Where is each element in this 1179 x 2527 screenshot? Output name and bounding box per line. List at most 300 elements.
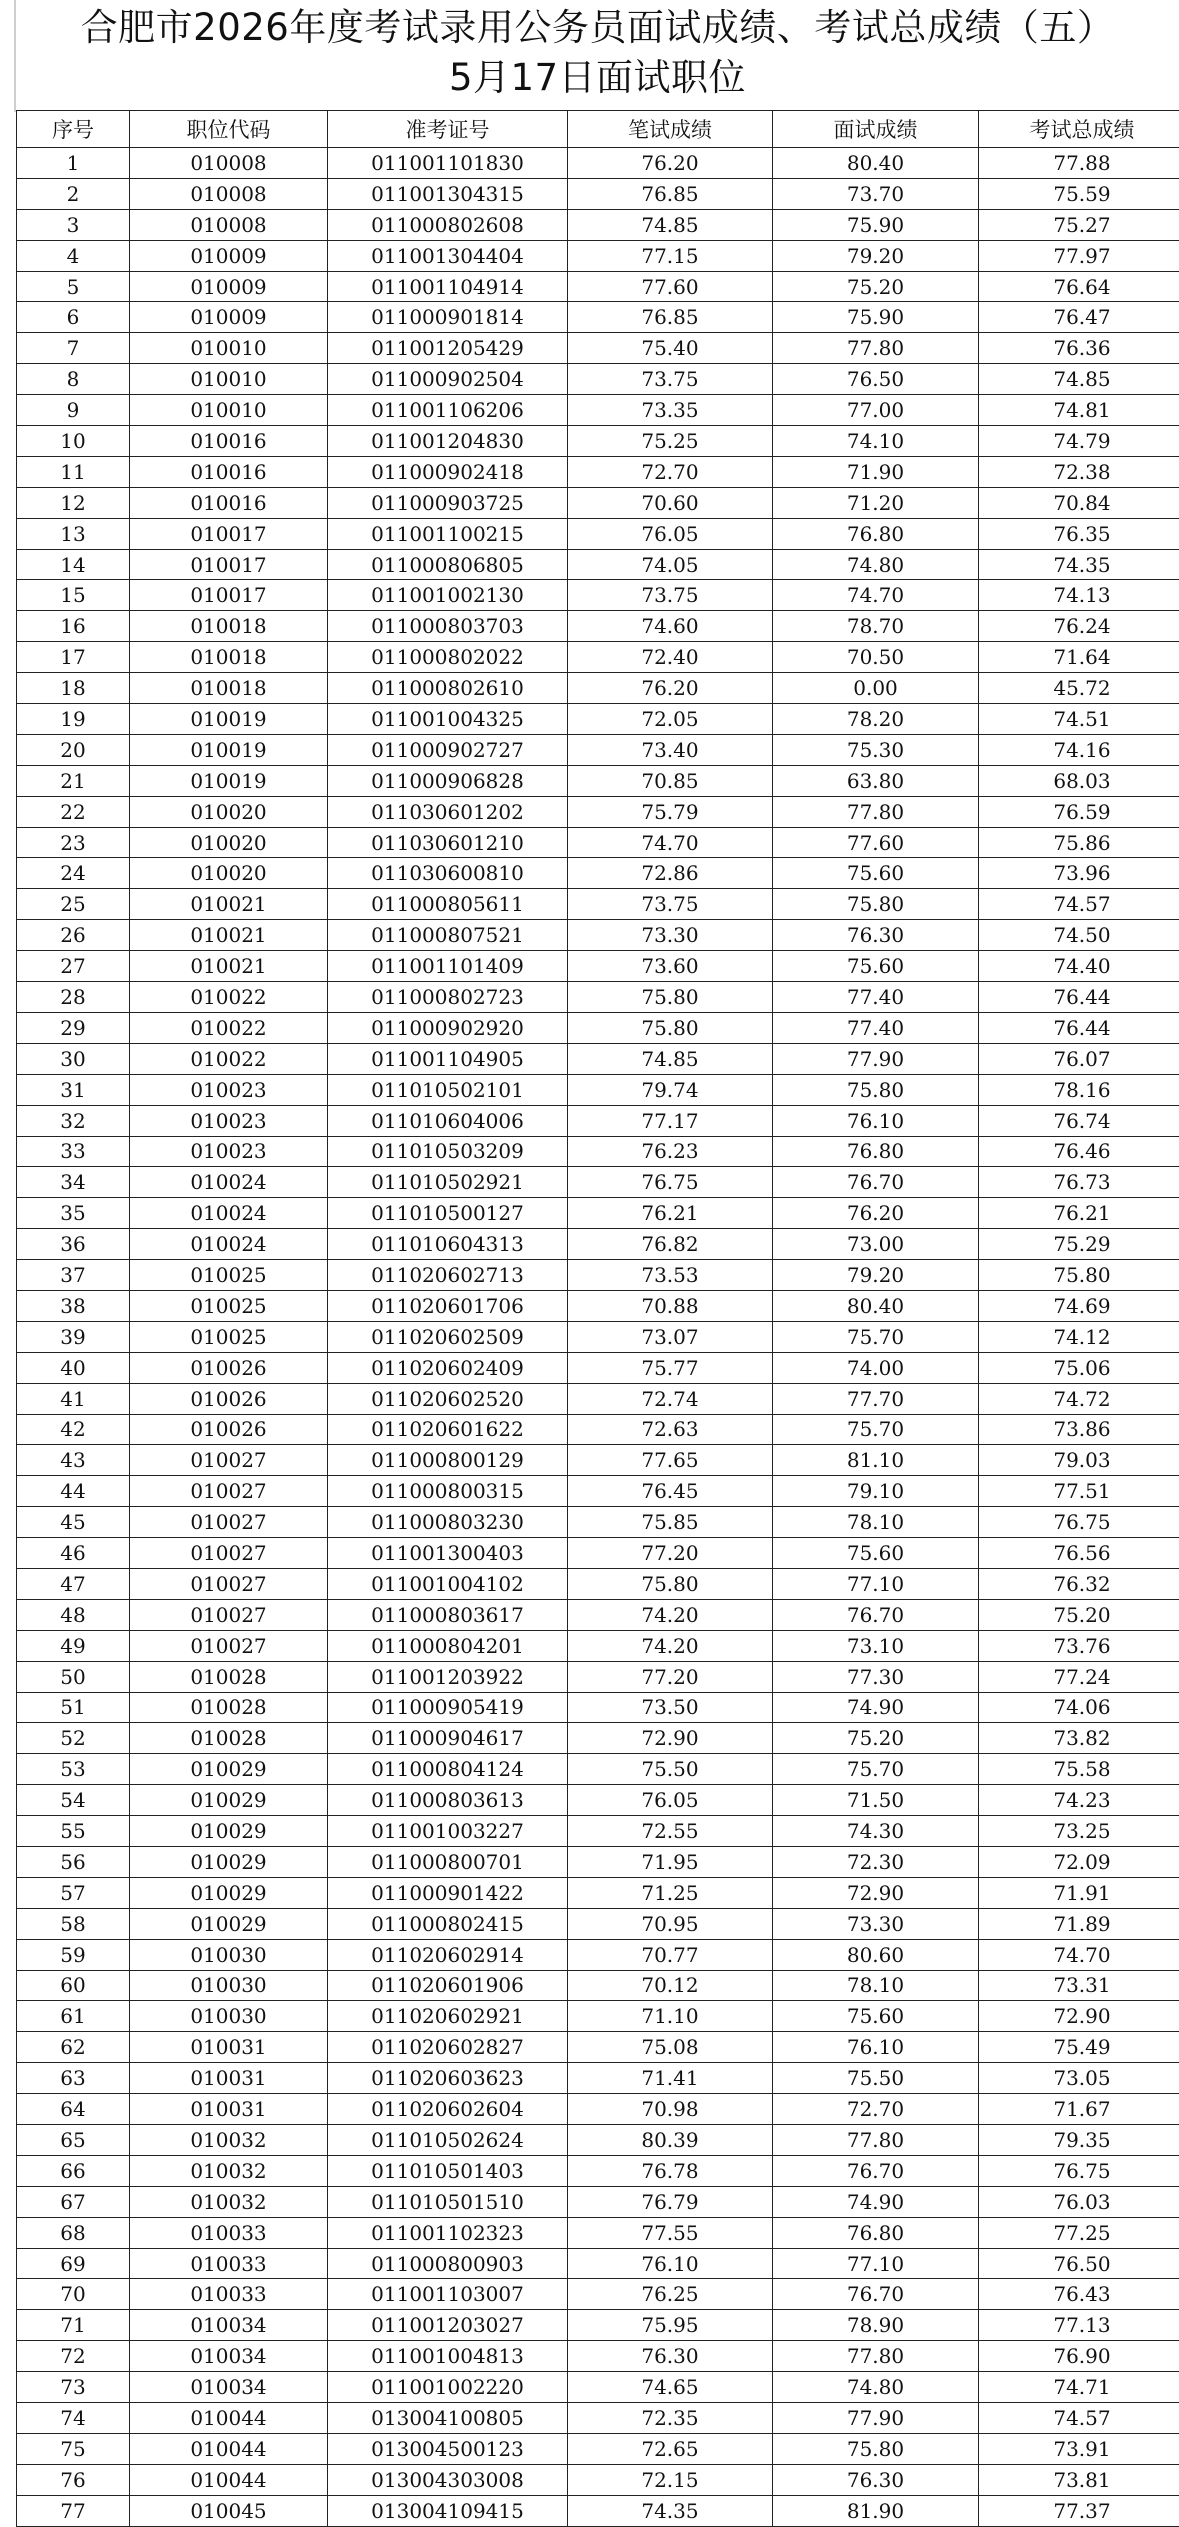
position-code-cell: 010029 <box>130 1908 328 1939</box>
table-row <box>17 982 1179 1013</box>
position-code-cell: 010018 <box>130 611 328 642</box>
serial-number-cell: 15 <box>17 580 130 611</box>
serial-number-cell: 56 <box>17 1846 130 1877</box>
table-row <box>17 1692 1179 1723</box>
table-row <box>17 178 1179 209</box>
total-score-cell: 76.07 <box>979 1043 1179 1074</box>
written-score-cell: 77.60 <box>568 271 773 302</box>
admission-ticket-cell: 011000804124 <box>328 1754 568 1785</box>
written-score-cell: 75.40 <box>568 333 773 364</box>
admission-ticket-cell: 011000805611 <box>328 889 568 920</box>
position-code-cell: 010030 <box>130 1970 328 2001</box>
interview-score-cell: 78.20 <box>773 704 979 735</box>
admission-ticket-cell: 011001003227 <box>328 1816 568 1847</box>
total-score-cell: 76.44 <box>979 982 1179 1013</box>
position-code-cell: 010028 <box>130 1661 328 1692</box>
table-row <box>17 1321 1179 1352</box>
serial-number-cell: 42 <box>17 1414 130 1445</box>
total-score-cell: 68.03 <box>979 765 1179 796</box>
total-score-cell: 77.88 <box>979 148 1179 179</box>
interview-score-cell: 76.50 <box>773 364 979 395</box>
serial-number-cell: 17 <box>17 642 130 673</box>
interview-score-cell: 76.80 <box>773 2217 979 2248</box>
admission-ticket-cell: 013004109415 <box>328 2495 568 2526</box>
position-code-cell: 010016 <box>130 487 328 518</box>
written-score-cell: 73.40 <box>568 734 773 765</box>
serial-number-cell: 49 <box>17 1630 130 1661</box>
total-score-cell: 74.71 <box>979 2372 1179 2403</box>
table-row <box>17 271 1179 302</box>
position-code-cell: 010022 <box>130 982 328 1013</box>
position-code-cell: 010023 <box>130 1074 328 1105</box>
written-score-cell: 75.77 <box>568 1352 773 1383</box>
total-score-cell: 76.47 <box>979 302 1179 333</box>
table-row <box>17 1260 1179 1291</box>
written-score-cell: 75.79 <box>568 796 773 827</box>
serial-number-cell: 67 <box>17 2186 130 2217</box>
table-row <box>17 2155 1179 2186</box>
written-score-cell: 76.20 <box>568 148 773 179</box>
admission-ticket-cell: 011000905419 <box>328 1692 568 1723</box>
serial-number-cell: 2 <box>17 178 130 209</box>
written-score-cell: 70.85 <box>568 765 773 796</box>
serial-number-cell: 26 <box>17 920 130 951</box>
interview-score-cell: 73.30 <box>773 1908 979 1939</box>
written-score-cell: 76.85 <box>568 302 773 333</box>
interview-score-cell: 73.70 <box>773 178 979 209</box>
table-row <box>17 2403 1179 2434</box>
position-code-cell: 010019 <box>130 704 328 735</box>
interview-score-cell: 77.80 <box>773 2125 979 2156</box>
written-score-cell: 74.20 <box>568 1630 773 1661</box>
table-row <box>17 1043 1179 1074</box>
serial-number-cell: 30 <box>17 1043 130 1074</box>
interview-score-cell: 75.90 <box>773 209 979 240</box>
serial-number-cell: 41 <box>17 1383 130 1414</box>
position-code-cell: 010021 <box>130 920 328 951</box>
table-row <box>17 796 1179 827</box>
written-score-cell: 71.95 <box>568 1846 773 1877</box>
admission-ticket-cell: 011010501510 <box>328 2186 568 2217</box>
admission-ticket-cell: 011000803230 <box>328 1507 568 1538</box>
position-code-cell: 010021 <box>130 951 328 982</box>
admission-ticket-cell: 013004500123 <box>328 2433 568 2464</box>
position-code-cell: 010029 <box>130 1785 328 1816</box>
written-score-cell: 72.86 <box>568 858 773 889</box>
table-row <box>17 1785 1179 1816</box>
admission-ticket-cell: 011020602604 <box>328 2094 568 2125</box>
position-code-cell: 010008 <box>130 209 328 240</box>
serial-number-cell: 50 <box>17 1661 130 1692</box>
serial-number-cell: 44 <box>17 1476 130 1507</box>
total-score-cell: 74.72 <box>979 1383 1179 1414</box>
interview-score-cell: 76.20 <box>773 1198 979 1229</box>
serial-number-cell: 20 <box>17 734 130 765</box>
interview-score-cell: 74.90 <box>773 2186 979 2217</box>
table-row <box>17 2001 1179 2032</box>
interview-score-cell: 75.70 <box>773 1321 979 1352</box>
admission-ticket-cell: 011000904617 <box>328 1723 568 1754</box>
written-score-cell: 73.75 <box>568 580 773 611</box>
admission-ticket-cell: 011010502921 <box>328 1167 568 1198</box>
serial-number-cell: 52 <box>17 1723 130 1754</box>
serial-number-cell: 64 <box>17 2094 130 2125</box>
written-score-cell: 76.21 <box>568 1198 773 1229</box>
serial-number-cell: 33 <box>17 1136 130 1167</box>
header-admission-ticket: 准考证号 <box>328 111 568 148</box>
written-score-cell: 76.20 <box>568 673 773 704</box>
written-score-cell: 72.70 <box>568 456 773 487</box>
total-score-cell: 76.90 <box>979 2341 1179 2372</box>
total-score-cell: 75.49 <box>979 2032 1179 2063</box>
table-row <box>17 1599 1179 1630</box>
header-serial-number: 序号 <box>17 111 130 148</box>
position-code-cell: 010017 <box>130 518 328 549</box>
table-row <box>17 549 1179 580</box>
admission-ticket-cell: 011000800903 <box>328 2248 568 2279</box>
position-code-cell: 010022 <box>130 1043 328 1074</box>
table-row <box>17 858 1179 889</box>
written-score-cell: 75.25 <box>568 426 773 457</box>
total-score-cell: 75.27 <box>979 209 1179 240</box>
total-score-cell: 76.44 <box>979 1012 1179 1043</box>
interview-score-cell: 77.80 <box>773 796 979 827</box>
total-score-cell: 73.86 <box>979 1414 1179 1445</box>
serial-number-cell: 60 <box>17 1970 130 2001</box>
serial-number-cell: 22 <box>17 796 130 827</box>
interview-score-cell: 80.40 <box>773 148 979 179</box>
total-score-cell: 75.58 <box>979 1754 1179 1785</box>
total-score-cell: 70.84 <box>979 487 1179 518</box>
written-score-cell: 75.95 <box>568 2310 773 2341</box>
interview-score-cell: 73.00 <box>773 1229 979 1260</box>
interview-score-cell: 78.90 <box>773 2310 979 2341</box>
interview-score-cell: 74.80 <box>773 549 979 580</box>
admission-ticket-cell: 011010500127 <box>328 1198 568 1229</box>
total-score-cell: 73.25 <box>979 1816 1179 1847</box>
admission-ticket-cell: 011001004325 <box>328 704 568 735</box>
written-score-cell: 75.85 <box>568 1507 773 1538</box>
interview-score-cell: 75.20 <box>773 1723 979 1754</box>
written-score-cell: 77.20 <box>568 1661 773 1692</box>
position-code-cell: 010023 <box>130 1105 328 1136</box>
total-score-cell: 76.24 <box>979 611 1179 642</box>
position-code-cell: 010027 <box>130 1568 328 1599</box>
table-body <box>17 148 1179 2527</box>
table-row <box>17 1290 1179 1321</box>
written-score-cell: 76.78 <box>568 2155 773 2186</box>
written-score-cell: 70.88 <box>568 1290 773 1321</box>
interview-score-cell: 77.90 <box>773 1043 979 1074</box>
total-score-cell: 71.67 <box>979 2094 1179 2125</box>
total-score-cell: 76.50 <box>979 2248 1179 2279</box>
serial-number-cell: 46 <box>17 1538 130 1569</box>
written-score-cell: 77.15 <box>568 240 773 271</box>
total-score-cell: 77.51 <box>979 1476 1179 1507</box>
table-row <box>17 1970 1179 2001</box>
admission-ticket-cell: 011000800701 <box>328 1846 568 1877</box>
written-score-cell: 70.95 <box>568 1908 773 1939</box>
written-score-cell: 74.65 <box>568 2372 773 2403</box>
written-score-cell: 75.80 <box>568 1568 773 1599</box>
interview-score-cell: 76.30 <box>773 920 979 951</box>
serial-number-cell: 1 <box>17 148 130 179</box>
position-code-cell: 010020 <box>130 796 328 827</box>
written-score-cell: 72.55 <box>568 1816 773 1847</box>
position-code-cell: 010023 <box>130 1136 328 1167</box>
position-code-cell: 010028 <box>130 1692 328 1723</box>
written-score-cell: 74.85 <box>568 209 773 240</box>
total-score-cell: 76.64 <box>979 271 1179 302</box>
serial-number-cell: 10 <box>17 426 130 457</box>
serial-number-cell: 23 <box>17 827 130 858</box>
table-row <box>17 2433 1179 2464</box>
position-code-cell: 010027 <box>130 1507 328 1538</box>
interview-score-cell: 75.60 <box>773 951 979 982</box>
serial-number-cell: 4 <box>17 240 130 271</box>
admission-ticket-cell: 011001100215 <box>328 518 568 549</box>
total-score-cell: 76.56 <box>979 1538 1179 1569</box>
table-row <box>17 1816 1179 1847</box>
position-code-cell: 010031 <box>130 2063 328 2094</box>
serial-number-cell: 73 <box>17 2372 130 2403</box>
total-score-cell: 74.23 <box>979 1785 1179 1816</box>
admission-ticket-cell: 011000802022 <box>328 642 568 673</box>
position-code-cell: 010032 <box>130 2125 328 2156</box>
written-score-cell: 72.90 <box>568 1723 773 1754</box>
admission-ticket-cell: 011020602713 <box>328 1260 568 1291</box>
position-code-cell: 010020 <box>130 827 328 858</box>
position-code-cell: 010030 <box>130 2001 328 2032</box>
admission-ticket-cell: 011000903725 <box>328 487 568 518</box>
written-score-cell: 75.08 <box>568 2032 773 2063</box>
admission-ticket-cell: 011001106206 <box>328 395 568 426</box>
written-score-cell: 72.05 <box>568 704 773 735</box>
position-code-cell: 010029 <box>130 1754 328 1785</box>
position-code-cell: 010024 <box>130 1229 328 1260</box>
written-score-cell: 75.80 <box>568 982 773 1013</box>
written-score-cell: 76.82 <box>568 1229 773 1260</box>
position-code-cell: 010033 <box>130 2248 328 2279</box>
written-score-cell: 76.30 <box>568 2341 773 2372</box>
admission-ticket-cell: 011001203922 <box>328 1661 568 1692</box>
interview-score-cell: 76.70 <box>773 1599 979 1630</box>
position-code-cell: 010029 <box>130 1877 328 1908</box>
serial-number-cell: 77 <box>17 2495 130 2526</box>
serial-number-cell: 43 <box>17 1445 130 1476</box>
written-score-cell: 70.77 <box>568 1939 773 1970</box>
interview-score-cell: 80.40 <box>773 1290 979 1321</box>
written-score-cell: 73.75 <box>568 889 773 920</box>
interview-score-cell: 79.10 <box>773 1476 979 1507</box>
serial-number-cell: 39 <box>17 1321 130 1352</box>
position-code-cell: 010027 <box>130 1630 328 1661</box>
position-code-cell: 010033 <box>130 2279 328 2310</box>
total-score-cell: 74.13 <box>979 580 1179 611</box>
serial-number-cell: 55 <box>17 1816 130 1847</box>
total-score-cell: 76.36 <box>979 333 1179 364</box>
position-code-cell: 010028 <box>130 1723 328 1754</box>
table-row <box>17 2372 1179 2403</box>
position-code-cell: 010008 <box>130 148 328 179</box>
total-score-cell: 74.50 <box>979 920 1179 951</box>
total-score-cell: 74.51 <box>979 704 1179 735</box>
serial-number-cell: 16 <box>17 611 130 642</box>
table-row <box>17 1476 1179 1507</box>
table-row <box>17 673 1179 704</box>
admission-ticket-cell: 011001203027 <box>328 2310 568 2341</box>
written-score-cell: 76.05 <box>568 518 773 549</box>
total-score-cell: 76.43 <box>979 2279 1179 2310</box>
position-code-cell: 010027 <box>130 1538 328 1569</box>
admission-ticket-cell: 011001004813 <box>328 2341 568 2372</box>
position-code-cell: 010009 <box>130 240 328 271</box>
serial-number-cell: 57 <box>17 1877 130 1908</box>
total-score-cell: 76.75 <box>979 2155 1179 2186</box>
serial-number-cell: 71 <box>17 2310 130 2341</box>
total-score-cell: 79.03 <box>979 1445 1179 1476</box>
admission-ticket-cell: 013004303008 <box>328 2464 568 2495</box>
total-score-cell: 74.79 <box>979 426 1179 457</box>
written-score-cell: 74.20 <box>568 1599 773 1630</box>
table-row <box>17 2495 1179 2526</box>
admission-ticket-cell: 011001002220 <box>328 2372 568 2403</box>
total-score-cell: 78.16 <box>979 1074 1179 1105</box>
serial-number-cell: 6 <box>17 302 130 333</box>
total-score-cell: 76.75 <box>979 1507 1179 1538</box>
total-score-cell: 76.59 <box>979 796 1179 827</box>
serial-number-cell: 51 <box>17 1692 130 1723</box>
admission-ticket-cell: 011000802723 <box>328 982 568 1013</box>
admission-ticket-cell: 011030600810 <box>328 858 568 889</box>
serial-number-cell: 62 <box>17 2032 130 2063</box>
table-row <box>17 1877 1179 1908</box>
admission-ticket-cell: 011000902504 <box>328 364 568 395</box>
position-code-cell: 010029 <box>130 1816 328 1847</box>
total-score-cell: 74.12 <box>979 1321 1179 1352</box>
serial-number-cell: 29 <box>17 1012 130 1043</box>
serial-number-cell: 18 <box>17 673 130 704</box>
position-code-cell: 010022 <box>130 1012 328 1043</box>
admission-ticket-cell: 011001300403 <box>328 1538 568 1569</box>
written-score-cell: 73.30 <box>568 920 773 951</box>
interview-score-cell: 77.60 <box>773 827 979 858</box>
total-score-cell: 74.57 <box>979 2403 1179 2434</box>
serial-number-cell: 28 <box>17 982 130 1013</box>
serial-number-cell: 3 <box>17 209 130 240</box>
admission-ticket-cell: 011000804201 <box>328 1630 568 1661</box>
serial-number-cell: 40 <box>17 1352 130 1383</box>
interview-score-cell: 0.00 <box>773 673 979 704</box>
serial-number-cell: 58 <box>17 1908 130 1939</box>
interview-score-cell: 81.10 <box>773 1445 979 1476</box>
interview-score-cell: 75.70 <box>773 1754 979 1785</box>
position-code-cell: 010025 <box>130 1290 328 1321</box>
interview-score-cell: 77.30 <box>773 1661 979 1692</box>
table-row <box>17 2341 1179 2372</box>
serial-number-cell: 5 <box>17 271 130 302</box>
written-score-cell: 70.60 <box>568 487 773 518</box>
table-row <box>17 302 1179 333</box>
position-code-cell: 010024 <box>130 1167 328 1198</box>
serial-number-cell: 13 <box>17 518 130 549</box>
interview-score-cell: 73.10 <box>773 1630 979 1661</box>
written-score-cell: 76.23 <box>568 1136 773 1167</box>
table-row <box>17 827 1179 858</box>
total-score-cell: 71.89 <box>979 1908 1179 1939</box>
position-code-cell: 010016 <box>130 456 328 487</box>
written-score-cell: 74.35 <box>568 2495 773 2526</box>
written-score-cell: 75.80 <box>568 1012 773 1043</box>
written-score-cell: 71.41 <box>568 2063 773 2094</box>
serial-number-cell: 53 <box>17 1754 130 1785</box>
interview-score-cell: 77.00 <box>773 395 979 426</box>
admission-ticket-cell: 011010502101 <box>328 1074 568 1105</box>
admission-ticket-cell: 011020601906 <box>328 1970 568 2001</box>
interview-score-cell: 75.70 <box>773 1414 979 1445</box>
admission-ticket-cell: 011001204830 <box>328 426 568 457</box>
position-code-cell: 010010 <box>130 395 328 426</box>
table-row <box>17 364 1179 395</box>
position-code-cell: 010010 <box>130 333 328 364</box>
table-row <box>17 951 1179 982</box>
interview-score-cell: 76.70 <box>773 1167 979 1198</box>
position-code-cell: 010010 <box>130 364 328 395</box>
table-row <box>17 1630 1179 1661</box>
position-code-cell: 010027 <box>130 1445 328 1476</box>
total-score-cell: 71.64 <box>979 642 1179 673</box>
admission-ticket-cell: 011020602409 <box>328 1352 568 1383</box>
table-row <box>17 1445 1179 1476</box>
position-code-cell: 010027 <box>130 1476 328 1507</box>
serial-number-cell: 68 <box>17 2217 130 2248</box>
total-score-cell: 77.24 <box>979 1661 1179 1692</box>
admission-ticket-cell: 011000803703 <box>328 611 568 642</box>
interview-score-cell: 77.40 <box>773 982 979 1013</box>
serial-number-cell: 19 <box>17 704 130 735</box>
admission-ticket-cell: 011020602914 <box>328 1939 568 1970</box>
written-score-cell: 72.15 <box>568 2464 773 2495</box>
interview-score-cell: 76.70 <box>773 2155 979 2186</box>
interview-score-cell: 77.90 <box>773 2403 979 2434</box>
written-score-cell: 71.10 <box>568 2001 773 2032</box>
admission-ticket-cell: 011010502624 <box>328 2125 568 2156</box>
written-score-cell: 77.55 <box>568 2217 773 2248</box>
interview-score-cell: 63.80 <box>773 765 979 796</box>
interview-score-cell: 74.00 <box>773 1352 979 1383</box>
admission-ticket-cell: 011001004102 <box>328 1568 568 1599</box>
total-score-cell: 75.06 <box>979 1352 1179 1383</box>
table-row <box>17 2279 1179 2310</box>
table-row <box>17 2464 1179 2495</box>
table-row <box>17 1167 1179 1198</box>
serial-number-cell: 37 <box>17 1260 130 1291</box>
table-row <box>17 1754 1179 1785</box>
header-interview-score: 面试成绩 <box>773 111 979 148</box>
position-code-cell: 010018 <box>130 673 328 704</box>
table-row <box>17 1105 1179 1136</box>
position-code-cell: 010029 <box>130 1846 328 1877</box>
interview-score-cell: 72.90 <box>773 1877 979 1908</box>
total-score-cell: 76.74 <box>979 1105 1179 1136</box>
interview-score-cell: 78.70 <box>773 611 979 642</box>
total-score-cell: 76.03 <box>979 2186 1179 2217</box>
admission-ticket-cell: 011001102323 <box>328 2217 568 2248</box>
total-score-cell: 75.59 <box>979 178 1179 209</box>
position-code-cell: 010026 <box>130 1352 328 1383</box>
serial-number-cell: 35 <box>17 1198 130 1229</box>
table-row <box>17 1846 1179 1877</box>
